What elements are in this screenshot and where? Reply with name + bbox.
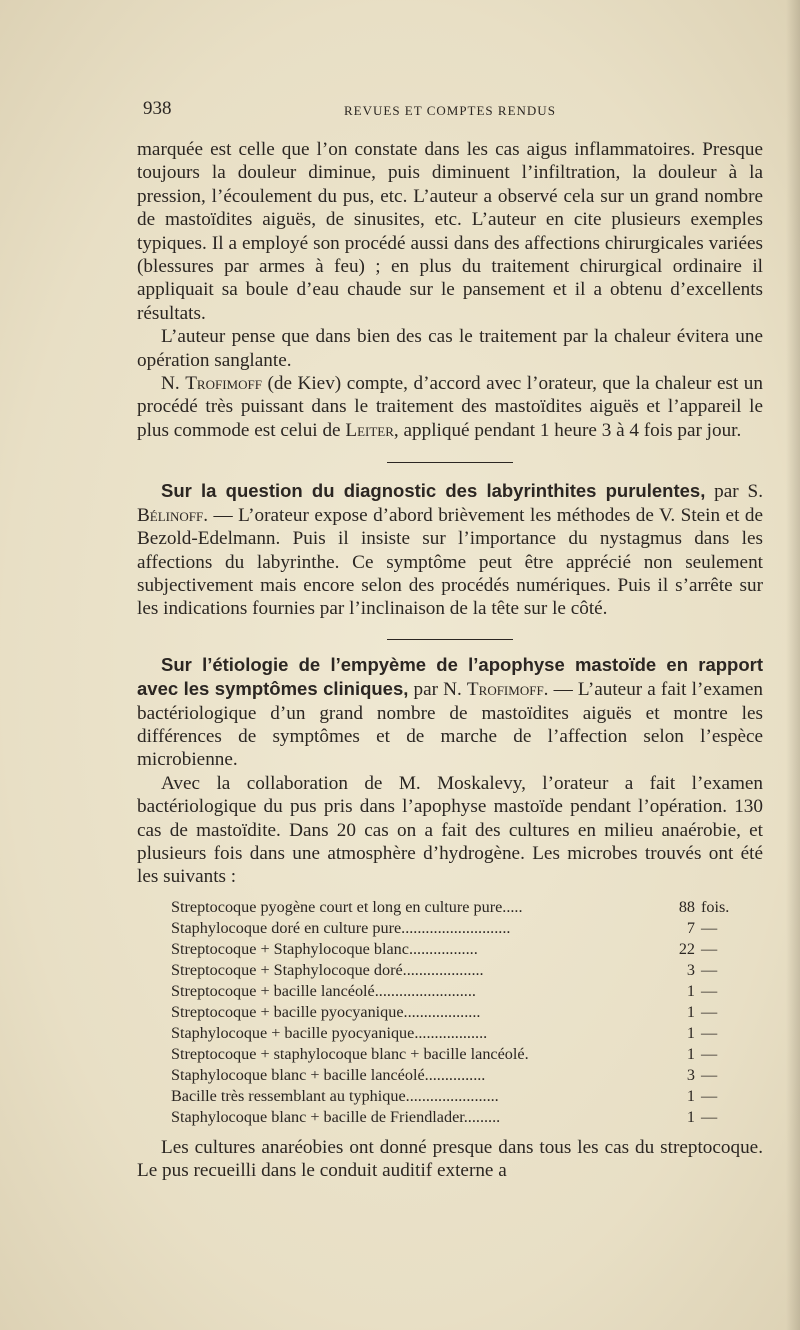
table-row	[171, 939, 751, 960]
table-row	[171, 1107, 751, 1128]
case-count: 1	[686, 1023, 695, 1042]
case-unit: —	[701, 1023, 718, 1042]
case-count: 3	[686, 1065, 695, 1084]
case-count: 1	[686, 981, 695, 1000]
table-row	[171, 1002, 751, 1023]
microbe-table	[171, 897, 751, 1128]
paragraph: L’auteur pense que dans bien des cas le traitement par la chaleur évitera une opération sanglante.	[137, 326, 763, 371]
section-divider	[387, 462, 513, 463]
microbe-name: Streptocoque + bacille pyocyanique...................	[171, 1002, 481, 1021]
case-count: 88	[678, 897, 695, 916]
case-count: 22	[678, 939, 695, 958]
case-count: 3	[686, 960, 695, 979]
microbe-name: Streptocoque pyogène court et long en culture pure.....	[171, 897, 523, 916]
body-text	[137, 138, 763, 1183]
case-unit: —	[701, 981, 718, 1000]
microbe-name: Streptocoque + bacille lancéolé.........................	[171, 981, 476, 1000]
paragraph: N. Trofimoff (de Kiev) compte, d’accord avec l’orateur, que la chaleur est un procédé très puissant dans le traitement des mastoïdites aiguës et l’appareil le plus commode est celui de Leiter, appliqué pendant 1 heure 3 à 4 fois par jour.	[137, 373, 763, 441]
page-edge-shadow	[786, 0, 800, 1330]
table-row	[171, 981, 751, 1002]
section-paragraph: Sur l’étiologie de l’empyème de l’apophyse mastoïde en rapport avec les symptômes cliniques, par N. Trofimoff. — L’auteur a fait l’examen bactériologique d’un grand nombre de mastoïdites aiguës et montre les différences de symptômes et de marche de l’affection selon l’espèce microbienne.	[137, 653, 763, 771]
case-unit: —	[701, 1065, 718, 1084]
case-unit: —	[701, 960, 718, 979]
case-unit: fois.	[701, 897, 730, 916]
table-row	[171, 1044, 751, 1065]
author-name: Leiter	[345, 419, 394, 441]
case-count: 1	[686, 1002, 695, 1021]
microbe-name: Staphylocoque + bacille pyocyanique..................	[171, 1023, 488, 1042]
case-unit: —	[701, 1107, 718, 1126]
table-row	[171, 897, 751, 918]
running-head: REVUES ET COMPTES RENDUS	[344, 103, 556, 118]
author-name: Trofimoff	[185, 373, 262, 395]
section-paragraph: Sur la question du diagnostic des labyrinthites purulentes, par S. Bélinoff. — L’orateur expose d’abord brièvement les méthodes de V. Stein et de Bezold-Edelmann. Puis il insiste sur l’importance du nystagmus dans les affections du labyrinthe. Ce symptôme peut être apprécié non seulement subjectivement mais encore selon des procédés numériques. Puis il s’arrête sur les indications fournies par l’inclinaison de la tête sur le côté.	[137, 480, 763, 620]
case-unit: —	[701, 918, 718, 937]
case-count: 1	[686, 1086, 695, 1105]
case-unit: —	[701, 1044, 718, 1063]
microbe-name: Staphylocoque blanc + bacille lancéolé...............	[171, 1065, 486, 1084]
table-row	[171, 1023, 751, 1044]
microbe-name: Staphylocoque blanc + bacille de Friendlader.........	[171, 1107, 501, 1126]
microbe-name: Bacille très ressemblant au typhique.......................	[171, 1086, 499, 1105]
microbe-name: Streptocoque + Staphylocoque blanc.................	[171, 939, 478, 958]
case-unit: —	[701, 939, 718, 958]
page-number: 938	[143, 98, 172, 119]
section-title: Sur l’étiologie de l’empyème de l’apophyse mastoïde en rapport avec les symptômes cliniques,	[137, 653, 763, 700]
page-header	[143, 98, 763, 122]
paragraph: Avec la collaboration de M. Moskalevy, l’orateur a fait l’examen bactériologique du pus pris dans l’apophyse mastoïde pendant l’opération. 130 cas de mastoïdite. Dans 20 cas on a fait des cultures en milieu anaérobie, et plusieurs fois dans une atmosphère d’hydrogène. Les microbes trouvés ont été les suivants :	[137, 772, 763, 888]
case-count: 1	[686, 1107, 695, 1126]
case-unit: —	[701, 1086, 718, 1105]
author-name: Bélinoff	[137, 504, 204, 526]
case-unit: —	[701, 1002, 718, 1021]
section-title: Sur la question du diagnostic des labyrinthites purulentes,	[161, 480, 706, 502]
microbe-name: Streptocoque + Staphylocoque doré....................	[171, 960, 484, 979]
table-row	[171, 1065, 751, 1086]
paragraph: marquée est celle que l’on constate dans les cas aigus inflammatoires. Presque toujours la douleur diminue, puis diminuent l’infiltration, la douleur à la pression, l’écoulement du pus, etc. L’auteur a observé cela sur un grand nombre de mastoïdites aiguës, de sinusites, etc. L’auteur en cite plusieurs exemples typiques. Il a employé son procédé aussi dans des affections chirurgicales variées (blessures par armes à feu) ; en plus du traitement chirurgical ordinaire il appliquait sa boule d’eau chaude sur le pansement et il a obtenu d’excellents résultats.	[137, 139, 763, 324]
table-row	[171, 918, 751, 939]
paragraph: Les cultures anaréobies ont donné presque dans tous les cas du streptocoque. Le pus recueilli dans le conduit auditif externe a	[137, 1136, 763, 1182]
author-name: Trofimoff	[466, 679, 544, 701]
microbe-name: Streptocoque + staphylocoque blanc + bacille lancéolé.	[171, 1044, 529, 1063]
table-row	[171, 1086, 751, 1107]
table-row	[171, 960, 751, 981]
section-divider	[387, 639, 513, 640]
case-count: 1	[686, 1044, 695, 1063]
case-count: 7	[686, 918, 695, 937]
microbe-name: Staphylocoque doré en culture pure...........................	[171, 918, 511, 937]
